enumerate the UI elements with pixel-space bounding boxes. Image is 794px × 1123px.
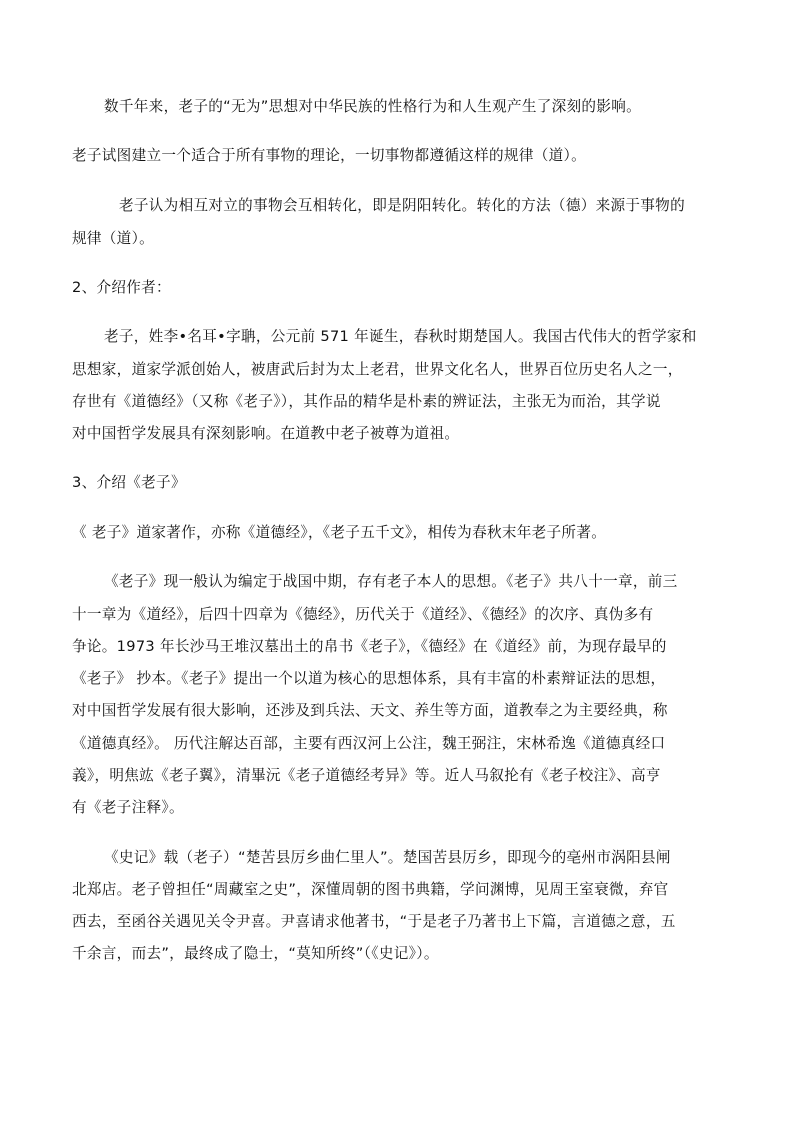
paragraph-line: 思想家，道家学派创始人，被唐武后封为太上老君，世界文化名人，世界百位历史名人之一， [72, 361, 683, 378]
paragraph-line: 存世有《道德经》（又称《老子》），其作品的精华是朴素的辨证法，主张无为而治，其学说 [72, 393, 661, 410]
section-heading-author: 2、介绍作者： [72, 279, 171, 296]
paragraph-line: 千余言，而去”，最终成了隐士，“莫知所终”（《史记》）。 [72, 945, 439, 962]
paragraph-line: 北郑店。老子曾担任“周藏室之史”，深懂周朝的图书典籍，学问渊博，见周王室衰微，弃官 [72, 881, 669, 898]
paragraph-line: 老子试图建立一个适合于所有事物的理论，一切事物都遵循这样的规律（道）。 [72, 147, 586, 164]
paragraph-line: 老子认为相互对立的事物会互相转化，即是阴阳转化。转化的方法（德）来源于事物的 [119, 197, 685, 214]
paragraph-line: 《 老子》道家著作，亦称《道德经》，《老子五千文》，相传为春秋末年老子所著。 [72, 524, 607, 541]
paragraph-line: 義》，明焦竑《老子翼》，清畢沅《老子道德经考异》等。近人马叙抡有《老子校注》、高亨 [72, 767, 661, 784]
paragraph-line: 十一章为《道经》，后四十四章为《德经》，历代关于《道经》、《德经》的次序、真伪多有 [72, 606, 654, 623]
paragraph-line: 数千年来，老子的“无为”思想对中华民族的性格行为和人生观产生了深刻的影响。 [104, 98, 642, 115]
paragraph-line: 规律（道）。 [72, 230, 155, 247]
paragraph-line: 有《老子注释》。 [72, 799, 184, 816]
paragraph-line: 《道德真经》。 历代注解达百部，主要有西汉河上公注，魏王弼注，宋林希逸《道德真经口 [72, 735, 666, 752]
paragraph-line: 《史记》载（老子）“楚苦县厉乡曲仁里人”。楚国苦县厉乡，即现今的亳州市涡阳县闸 [104, 849, 671, 866]
paragraph-line: 《老子》 抄本。《老子》提出一个以道为核心的思想体系，具有丰富的朴素辩证法的思想， [72, 670, 666, 687]
paragraph-line: 《老子》现一般认为编定于战国中期，存有老子本人的思想。《老子》共八十一章，前三 [104, 573, 678, 590]
paragraph-line: 西去，至函谷关遇见关令尹喜。尹喜请求他著书，“于是老子乃著书上下篇，言道德之意，五 [72, 913, 676, 930]
paragraph-line: 对中国哲学发展具有深刻影响。在道教中老子被尊为道祖。 [72, 425, 460, 442]
paragraph-line: 对中国哲学发展有很大影响，还涉及到兵法、天文、养生等方面，道教奉之为主要经典，称 [72, 702, 668, 719]
paragraph-line: 争论。1973 年长沙马王堆汉墓出土的帛书《老子》，《德经》在《道经》前，为现存最早的 [72, 638, 667, 655]
section-heading-laozi: 3、介绍《老子》 [72, 474, 186, 491]
paragraph-line: 老子，姓李•名耳•字聃，公元前 571 年诞生，春秋时期楚国人。我国古代伟大的哲学家和 [104, 328, 697, 345]
